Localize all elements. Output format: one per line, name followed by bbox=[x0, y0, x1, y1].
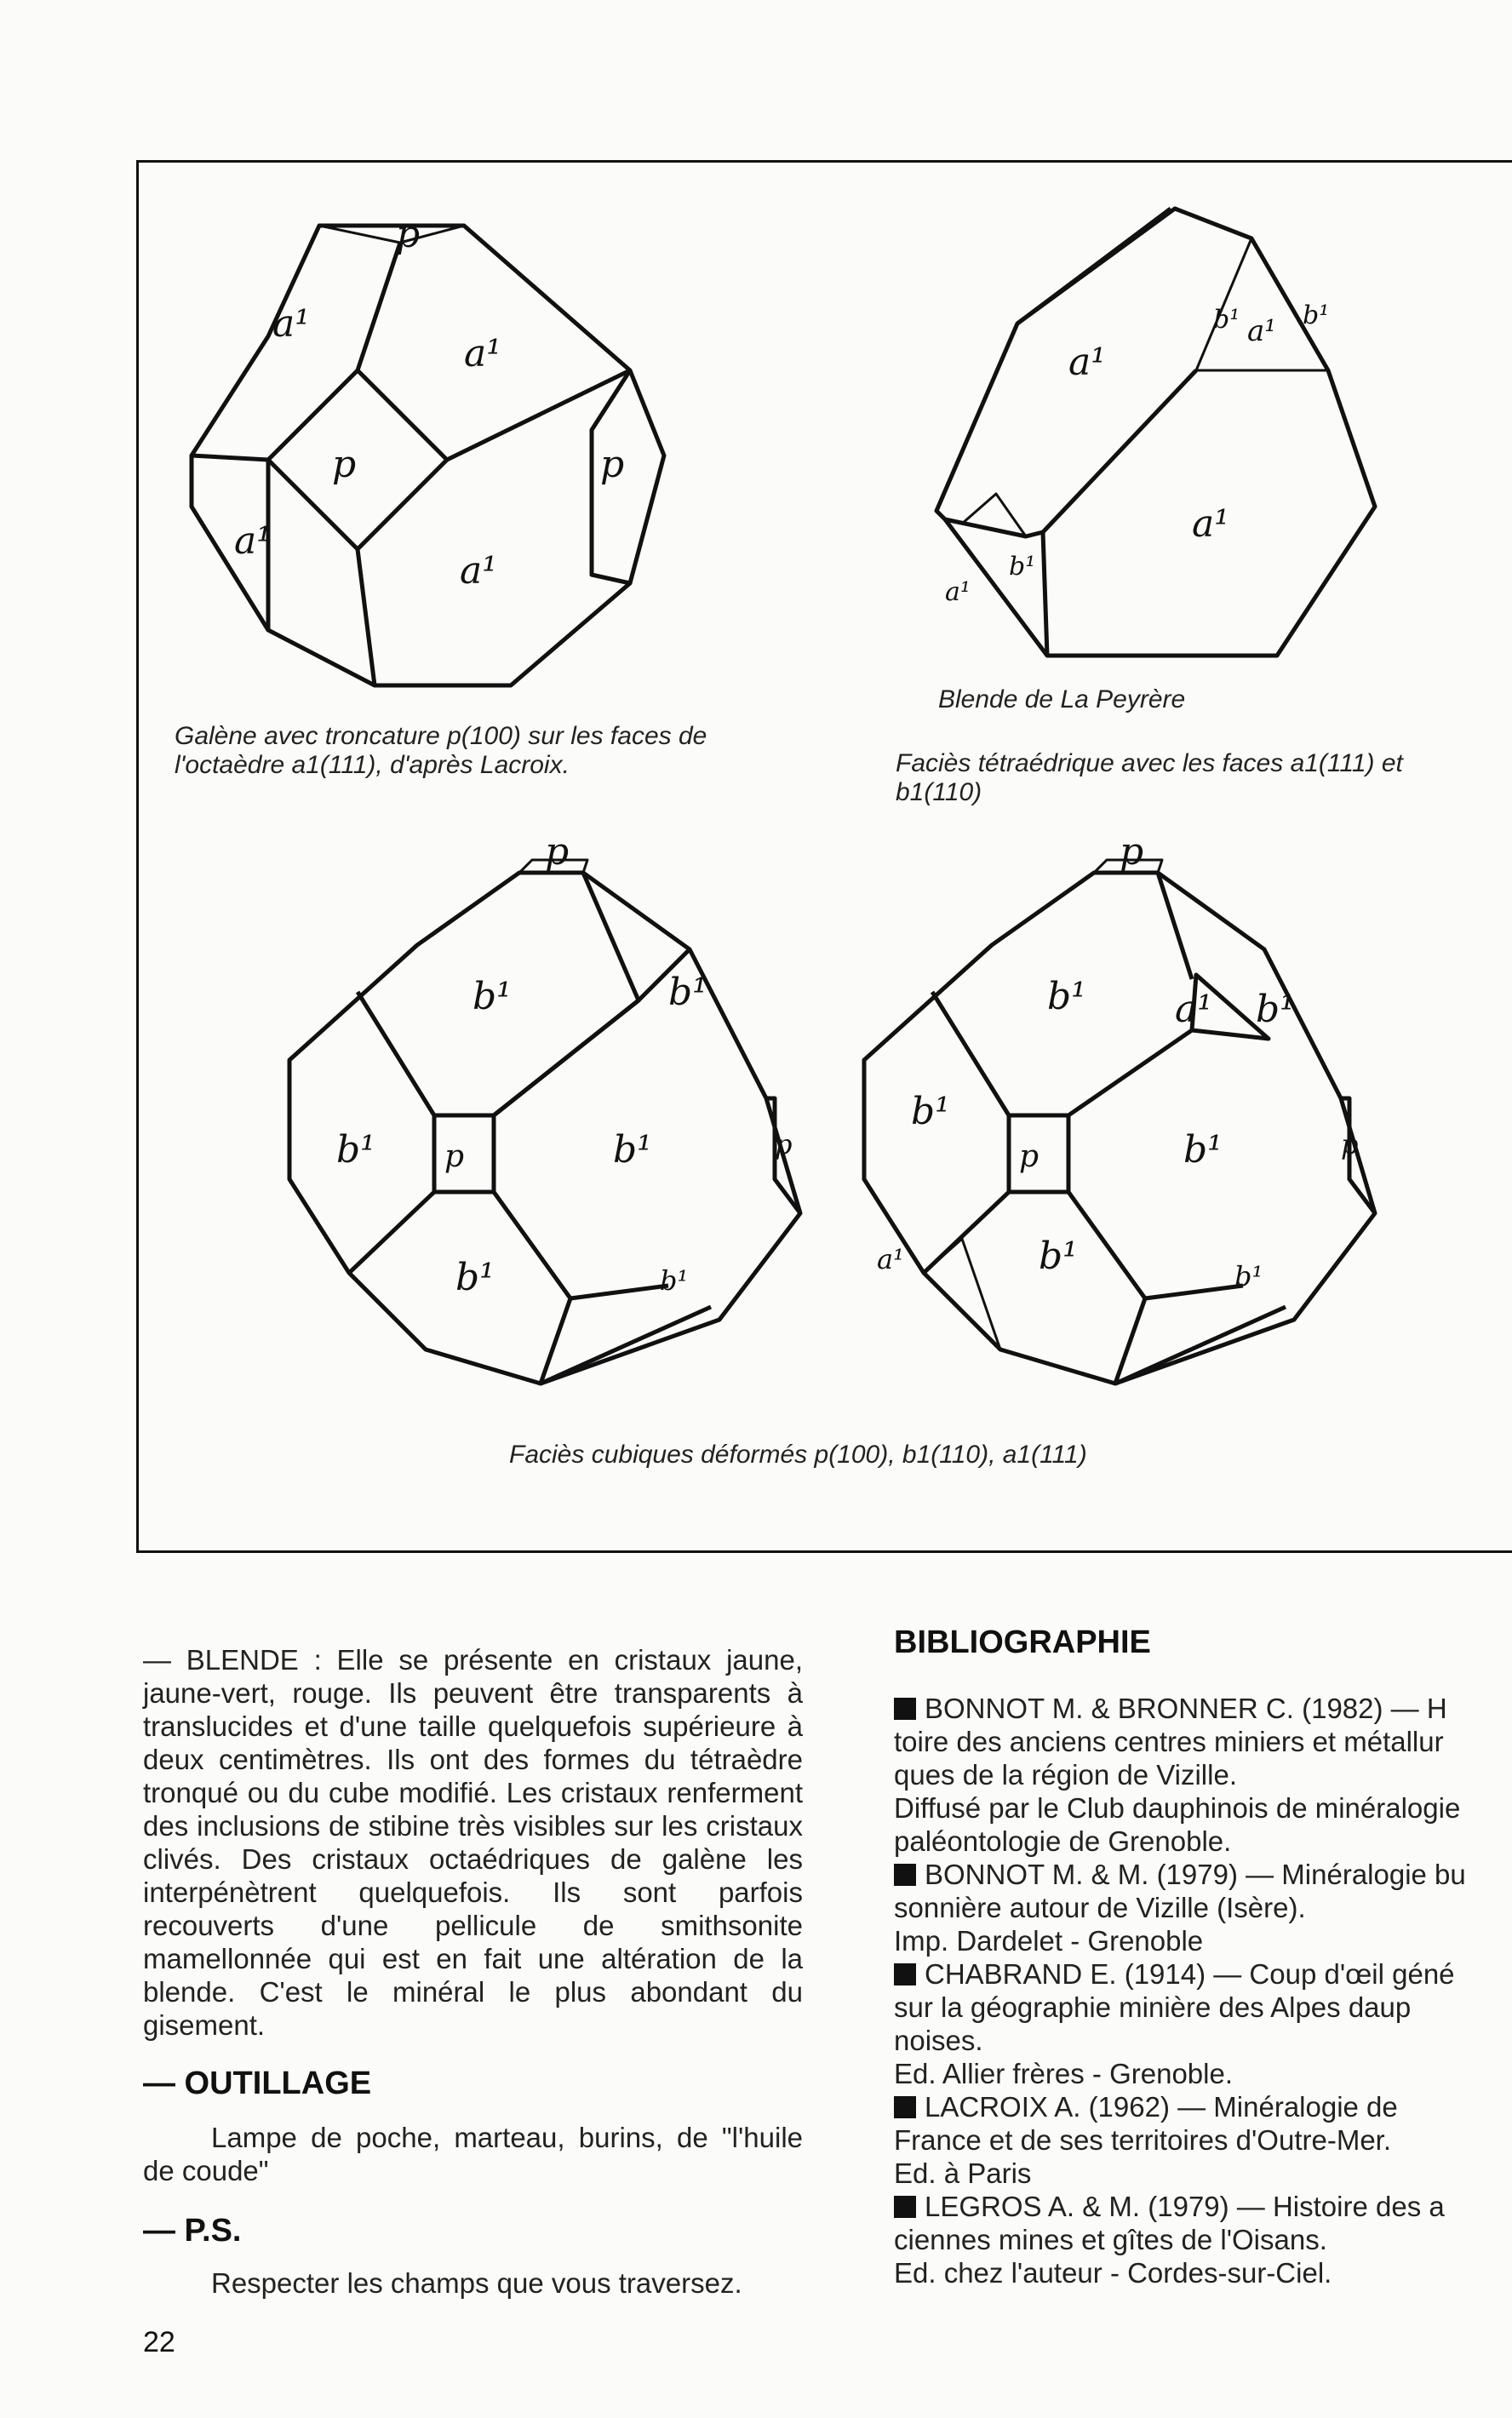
blende-tetrahedral-drawing bbox=[928, 200, 1430, 664]
bib-line: noises. bbox=[894, 2025, 983, 2056]
bib-line: sur la géographie minière des Alpes daup bbox=[894, 1991, 1412, 2023]
cubic1-label-b1-bottom-right: b¹ bbox=[660, 1264, 689, 1297]
galena-label-a1-lower-left: a¹ bbox=[234, 519, 272, 563]
bibliography-heading: BIBLIOGRAPHIE bbox=[894, 1624, 1151, 1660]
bib-line: CHABRAND E. (1914) — Coup d'œil géné bbox=[925, 1958, 1455, 1990]
cubic1-label-b1-left: b¹ bbox=[336, 1128, 375, 1172]
bib-line: Ed. Allier frères - Grenoble. bbox=[894, 2058, 1233, 2089]
blende-title: Blende de La Peyrère bbox=[938, 685, 1186, 713]
bib-line: Ed. à Paris bbox=[894, 2157, 1032, 2189]
cubic2-label-b1-right: b¹ bbox=[1183, 1128, 1223, 1172]
cubic-crystal-1-drawing bbox=[285, 830, 813, 1392]
cubic2-label-a1-inner: a¹ bbox=[1175, 988, 1212, 1031]
cubic1-label-p-right: p bbox=[775, 1128, 793, 1160]
blende-label-b1-bottom: b¹ bbox=[1009, 552, 1036, 582]
blende-label-b1-right: b¹ bbox=[1303, 301, 1330, 330]
ps-text: Respecter les champs que vous traversez. bbox=[211, 2267, 742, 2299]
outillage-text: Lampe de poche, marteau, burins, de "l'huile de coude" bbox=[143, 2122, 803, 2186]
cubic1-label-b1-top: b¹ bbox=[472, 975, 512, 1018]
bib-line: Ed. chez l'auteur - Cordes-sur-Ciel. bbox=[894, 2257, 1332, 2289]
bib-line: LACROIX A. (1962) — Minéralogie de bbox=[925, 2091, 1398, 2123]
cubic1-label-b1-right: b¹ bbox=[613, 1128, 652, 1172]
left-column bbox=[143, 1643, 803, 2300]
cubic2-label-p-right: p bbox=[1341, 1128, 1359, 1160]
bib-line: LEGROS A. & M. (1979) — Histoire des a bbox=[925, 2191, 1445, 2222]
cubic-crystal-2-drawing bbox=[860, 830, 1388, 1392]
cubic2-label-b1-top: b¹ bbox=[1047, 975, 1086, 1018]
galena-crystal-drawing bbox=[183, 213, 668, 694]
bib-entry-bonnot-1979 bbox=[894, 1858, 1512, 1957]
outillage-heading: — OUTILLAGE bbox=[143, 2066, 372, 2101]
blende-label-a1-left: a¹ bbox=[1068, 341, 1106, 384]
blende-caption bbox=[896, 749, 1403, 807]
cubic2-label-b1-bottom-right: b¹ bbox=[1234, 1260, 1263, 1292]
galena-label-a1-upper-left: a¹ bbox=[272, 302, 310, 346]
bib-line: Diffusé par le Club dauphinois de minéralogie bbox=[894, 1792, 1461, 1824]
bib-line: paléontologie de Grenoble. bbox=[894, 1825, 1232, 1857]
blende-label-a1-small: a¹ bbox=[1247, 314, 1276, 348]
galena-label-a1-lower-right: a¹ bbox=[460, 549, 497, 593]
galena-caption bbox=[175, 722, 707, 780]
blende-paragraph: — BLENDE : Elle se présente en cristaux jaune, jaune-vert, rouge. Ils peuvent être transparents à translucides et d'une taille quelquefois supérieure à deux centimètres. Ils ont des formes du tétraèdre tronqué ou du cube modifié. Les cristaux renferment des inclusions de stibine très visibles sur les cristaux clivés. Des cristaux octaédriques de galène les interpénètrent quelquefois. Ils sont parfois recouverts d'une pellicule de smithsonite mamellonnée qui est en fait une altération de la blende. C'est le minéral le plus abondant du gisement. bbox=[143, 1644, 803, 2041]
galena-label-p-center: p bbox=[332, 443, 357, 486]
blende-label-b1-left: b¹ bbox=[1213, 305, 1240, 335]
bullet-square-icon bbox=[894, 1864, 916, 1886]
cubic-caption: Faciès cubiques déformés p(100), b1(110), a1(111) bbox=[509, 1441, 1087, 1469]
ps-heading: — P.S. bbox=[143, 2213, 242, 2249]
bibliography-column bbox=[894, 1624, 1512, 2289]
cubic2-label-b1-left: b¹ bbox=[911, 1090, 950, 1133]
page-number: 22 bbox=[143, 2326, 175, 2358]
cubic2-label-b1-top-right: b¹ bbox=[1256, 988, 1295, 1031]
cubic1-label-b1-bottom: b¹ bbox=[455, 1256, 495, 1299]
blende-caption-line-2: b1(110) bbox=[896, 778, 982, 806]
bib-line: BONNOT M. & BRONNER C. (1982) — H bbox=[925, 1693, 1447, 1724]
bib-line: Imp. Dardelet - Grenoble bbox=[894, 1925, 1204, 1957]
bullet-square-icon bbox=[894, 1963, 916, 1985]
bullet-square-icon bbox=[894, 1698, 916, 1720]
cubic1-label-b1-top-right: b¹ bbox=[668, 971, 707, 1014]
galena-caption-line-1: Galène avec troncature p(100) sur les faces de bbox=[175, 722, 707, 750]
cubic1-label-p-top: p bbox=[545, 830, 570, 874]
cubic2-label-b1-bottom: b¹ bbox=[1039, 1235, 1078, 1278]
galena-caption-line-2: l'octaèdre a1(111), d'après Lacroix. bbox=[175, 751, 570, 779]
bib-line: BONNOT M. & M. (1979) — Minéralogie bu bbox=[925, 1859, 1466, 1890]
cubic2-label-p-top: p bbox=[1120, 830, 1144, 874]
galena-label-p-right: p bbox=[600, 443, 625, 486]
cubic2-label-p-center: p bbox=[1019, 1139, 1040, 1174]
bullet-square-icon bbox=[894, 2196, 916, 2218]
blende-label-a1-bottom: a¹ bbox=[945, 577, 971, 607]
bib-line: France et de ses territoires d'Outre-Mer. bbox=[894, 2124, 1392, 2156]
bib-entry-legros bbox=[894, 2190, 1512, 2289]
blende-label-a1-right: a¹ bbox=[1192, 502, 1229, 546]
bib-entry-lacroix bbox=[894, 2090, 1512, 2190]
bib-entry-chabrand bbox=[894, 1957, 1512, 2090]
galena-label-a1-upper-right: a¹ bbox=[464, 332, 501, 375]
cubic2-label-a1-bottom-left: a¹ bbox=[877, 1243, 904, 1275]
cubic1-label-p-center: p bbox=[444, 1139, 465, 1174]
bib-line: ciennes mines et gîtes de l'Oisans. bbox=[894, 2224, 1327, 2255]
bullet-square-icon bbox=[894, 2096, 916, 2118]
bib-line: sonnière autour de Vizille (Isère). bbox=[894, 1892, 1306, 1923]
bib-line: toire des anciens centres miniers et métallur bbox=[894, 1726, 1444, 1757]
bib-line: ques de la région de Vizille. bbox=[894, 1759, 1237, 1791]
galena-label-p-top: p bbox=[396, 213, 421, 256]
blende-caption-line-1: Faciès tétraédrique avec les faces a1(111) et bbox=[896, 749, 1403, 777]
bib-entry-bonnot-bronner bbox=[894, 1692, 1512, 1858]
